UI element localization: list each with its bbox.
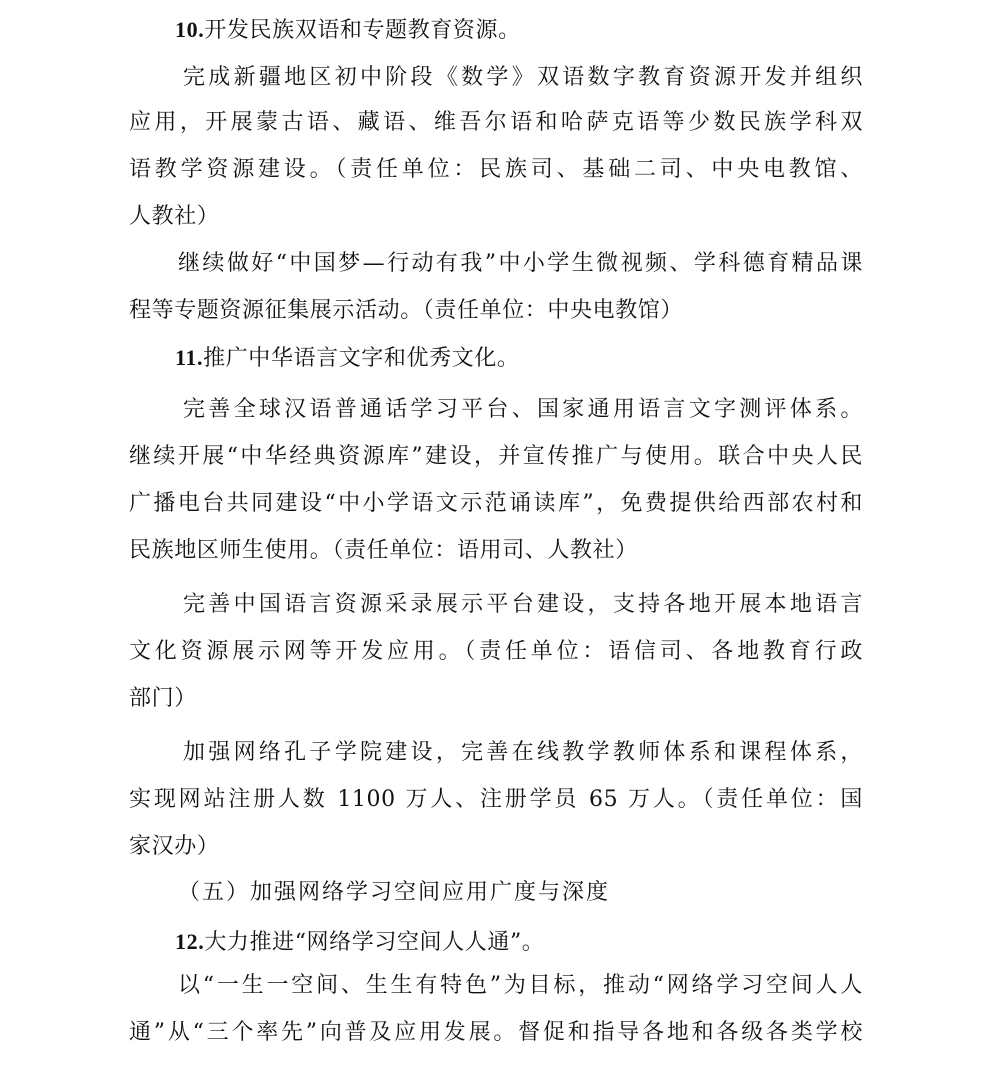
item-12-title: 大力推进“网络学习空间人人通”。 [204, 930, 545, 955]
item-10-title: 开发民族双语和专题教育资源。 [204, 18, 521, 43]
paragraph-line: 继续开展“中华经典资源库”建设，并宣传推广与使用。联合中央人民 [129, 444, 863, 469]
paragraph-line: 以“一生一空间、生生有特色”为目标，推动“网络学习空间人人 [178, 973, 863, 998]
item-12-number: 12. [175, 929, 205, 954]
paragraph-line: 程等专题资源征集展示活动。（责任单位：中央电教馆） [129, 298, 684, 323]
paragraph-line: 继续做好“中国梦—行动有我”中小学生微视频、学科德育精品课 [178, 251, 863, 276]
item-11-title: 推广中华语言文字和优秀文化。 [203, 346, 520, 371]
paragraph-line: 应用，开展蒙古语、藏语、维吾尔语和哈萨克语等少数民族学科双 [129, 110, 863, 135]
item-11-heading [175, 343, 520, 374]
paragraph-line: 加强网络孔子学院建设，完善在线教学教师体系和课程体系， [183, 740, 863, 765]
item-11-number: 11. [175, 345, 204, 370]
item-10-heading [175, 15, 521, 46]
paragraph-line: 实现网站注册人数 1100 万人、注册学员 65 万人。（责任单位：国 [129, 787, 863, 812]
paragraph-line: 通”从“三个率先”向普及应用发展。督促和指导各地和各级各类学校 [129, 1020, 863, 1045]
paragraph-line: 完成新疆地区初中阶段《数学》双语数字教育资源开发并组织 [183, 65, 863, 90]
paragraph-line: 民族地区师生使用。（责任单位：语用司、人教社） [129, 538, 638, 563]
paragraph-line: 语教学资源建设。（责任单位：民族司、基础二司、中央电教馆、 [129, 157, 863, 182]
item-12-heading [175, 927, 544, 958]
paragraph-line: 完善全球汉语普通话学习平台、国家通用语言文字测评体系。 [183, 397, 863, 422]
item-10-number: 10. [175, 17, 205, 42]
paragraph-line: 广播电台共同建设“中小学语文示范诵读库”，免费提供给西部农村和 [129, 491, 863, 516]
paragraph-line: 人教社） [129, 204, 220, 229]
section-5-heading: （五）加强网络学习空间应用广度与深度 [178, 880, 611, 905]
paragraph-line: 部门） [129, 686, 197, 711]
paragraph-line: 家汉办） [129, 834, 220, 859]
paragraph-line: 完善中国语言资源采录展示平台建设，支持各地开展本地语言 [183, 592, 863, 617]
paragraph-line: 文化资源展示网等开发应用。（责任单位：语信司、各地教育行政 [129, 639, 863, 664]
